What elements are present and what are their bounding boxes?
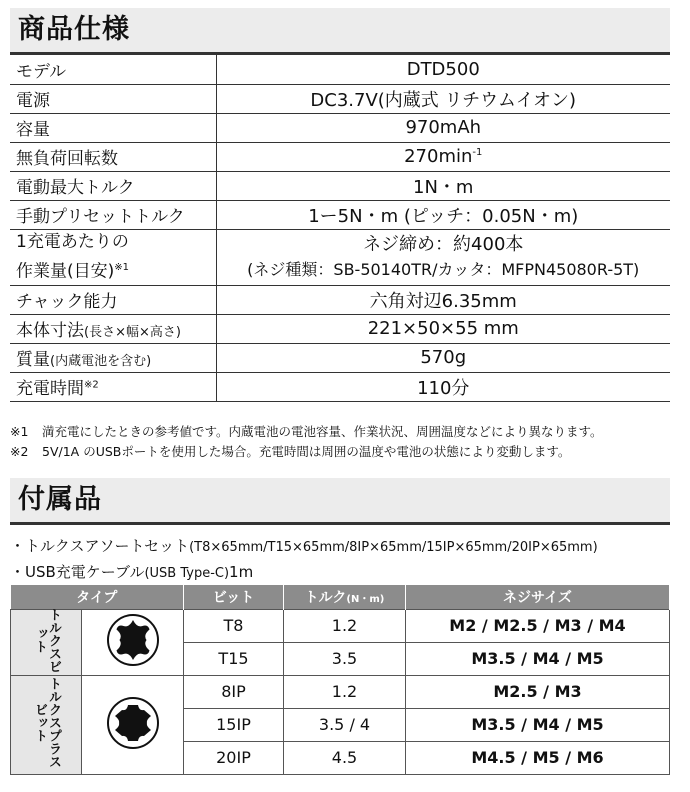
table-row [11,609,670,642]
bits-table [10,585,670,775]
spec-label: 容量 [10,113,216,142]
spec-value: 221×50×55 mm [216,314,670,343]
group-label-torx-plus: トルクスプラスビット [11,675,82,774]
spec-label: 1充電あたりの 作業量(目安)$^{※1}$ [10,229,216,285]
torque-cell: 3.5 / 4 [284,708,406,741]
spec-label: モデル [10,55,216,84]
bit-cell: 20IP [184,741,284,774]
spec-label: 無負荷回転数 [10,142,216,171]
spec-label: 手動プリセットトルク [10,200,216,229]
spec-row-charge-time [10,372,670,401]
bit-cell: T15 [184,642,284,675]
spec-row-capacity [10,113,670,142]
torx-plus-icon [82,675,184,774]
spec-row-electric-torque [10,171,670,200]
spec-label: チャック能力 [10,285,216,314]
spec-row-power [10,84,670,113]
spec-value: DTD500 [216,55,670,84]
torque-cell: 1.2 [284,675,406,708]
spec-label: 電源 [10,84,216,113]
header-torque: トルク(N・m) [284,585,406,609]
spec-value: DC3.7V(内蔵式 リチウムイオン) [216,84,670,113]
bit-cell: 8IP [184,675,284,708]
note-1: ※1 満充電にしたときの参考値です。内蔵電池の電池容量、作業状況、周囲温度などにより異なります。 [10,424,603,439]
spec-table [10,55,670,402]
spec-label: 充電時間$^{※2}$ [10,372,216,401]
spec-label: 本体寸法(長さ×幅×高さ) [10,314,216,343]
spec-label: 電動最大トルク [10,171,216,200]
torque-cell: 3.5 [284,642,406,675]
spec-row-model [10,55,670,84]
accessories-section-title: 付属品 [10,478,670,525]
spec-value: 1ー5N・m (ピッチ：0.05N・m) [216,200,670,229]
torque-cell: 1.2 [284,609,406,642]
screw-cell: M3.5 / M4 / M5 [406,708,670,741]
torx-icon [82,609,184,675]
spec-value: 110分 [216,372,670,401]
spec-value: 970mAh [216,113,670,142]
header-type: タイプ [11,585,184,609]
spec-value: ネジ締め：約400本 (ネジ種類：SB-50140TR/カッタ：MFPN45080R-5T) [216,229,670,285]
bit-cell: T8 [184,609,284,642]
note-2: ※2 5V/1A のUSBポートを使用した場合。充電時間は周囲の温度や電池の状態により変動します。 [10,444,571,459]
bit-cell: 15IP [184,708,284,741]
spec-value: 六角対辺6.35mm [216,285,670,314]
spec-row-chuck [10,285,670,314]
accessories-list [10,534,598,586]
spec-row-workload [10,229,670,285]
spec-row-dimensions [10,314,670,343]
screw-cell: M2.5 / M3 [406,675,670,708]
spec-notes [10,422,690,462]
screw-cell: M4.5 / M5 / M6 [406,741,670,774]
header-bit: ビット [184,585,284,609]
spec-row-speed [10,142,670,171]
torque-cell: 4.5 [284,741,406,774]
spec-value: 1N・m [216,171,670,200]
spec-label: 質量(内蔵電池を含む) [10,343,216,372]
accessory-item-torx-set: ・トルクスアソートセット(T8×65mm/T15×65mm/8IP×65mm/15IP×65mm/20IP×65mm) [10,537,598,555]
table-row [11,675,670,708]
header-screw-size: ネジサイズ [406,585,670,609]
group-label-torx: トルクスビット [11,609,82,675]
spec-row-mass [10,343,670,372]
screw-cell: M2 / M2.5 / M3 / M4 [406,609,670,642]
accessory-item-usb-cable: ・USB充電ケーブル(USB Type-C)1m [10,563,254,581]
bits-header-row [11,585,670,609]
spec-section-title: 商品仕様 [10,8,670,55]
screw-cell: M3.5 / M4 / M5 [406,642,670,675]
spec-value: 570g [216,343,670,372]
spec-row-manual-torque [10,200,670,229]
spec-value: $270\min^{-1}$ [216,142,670,171]
